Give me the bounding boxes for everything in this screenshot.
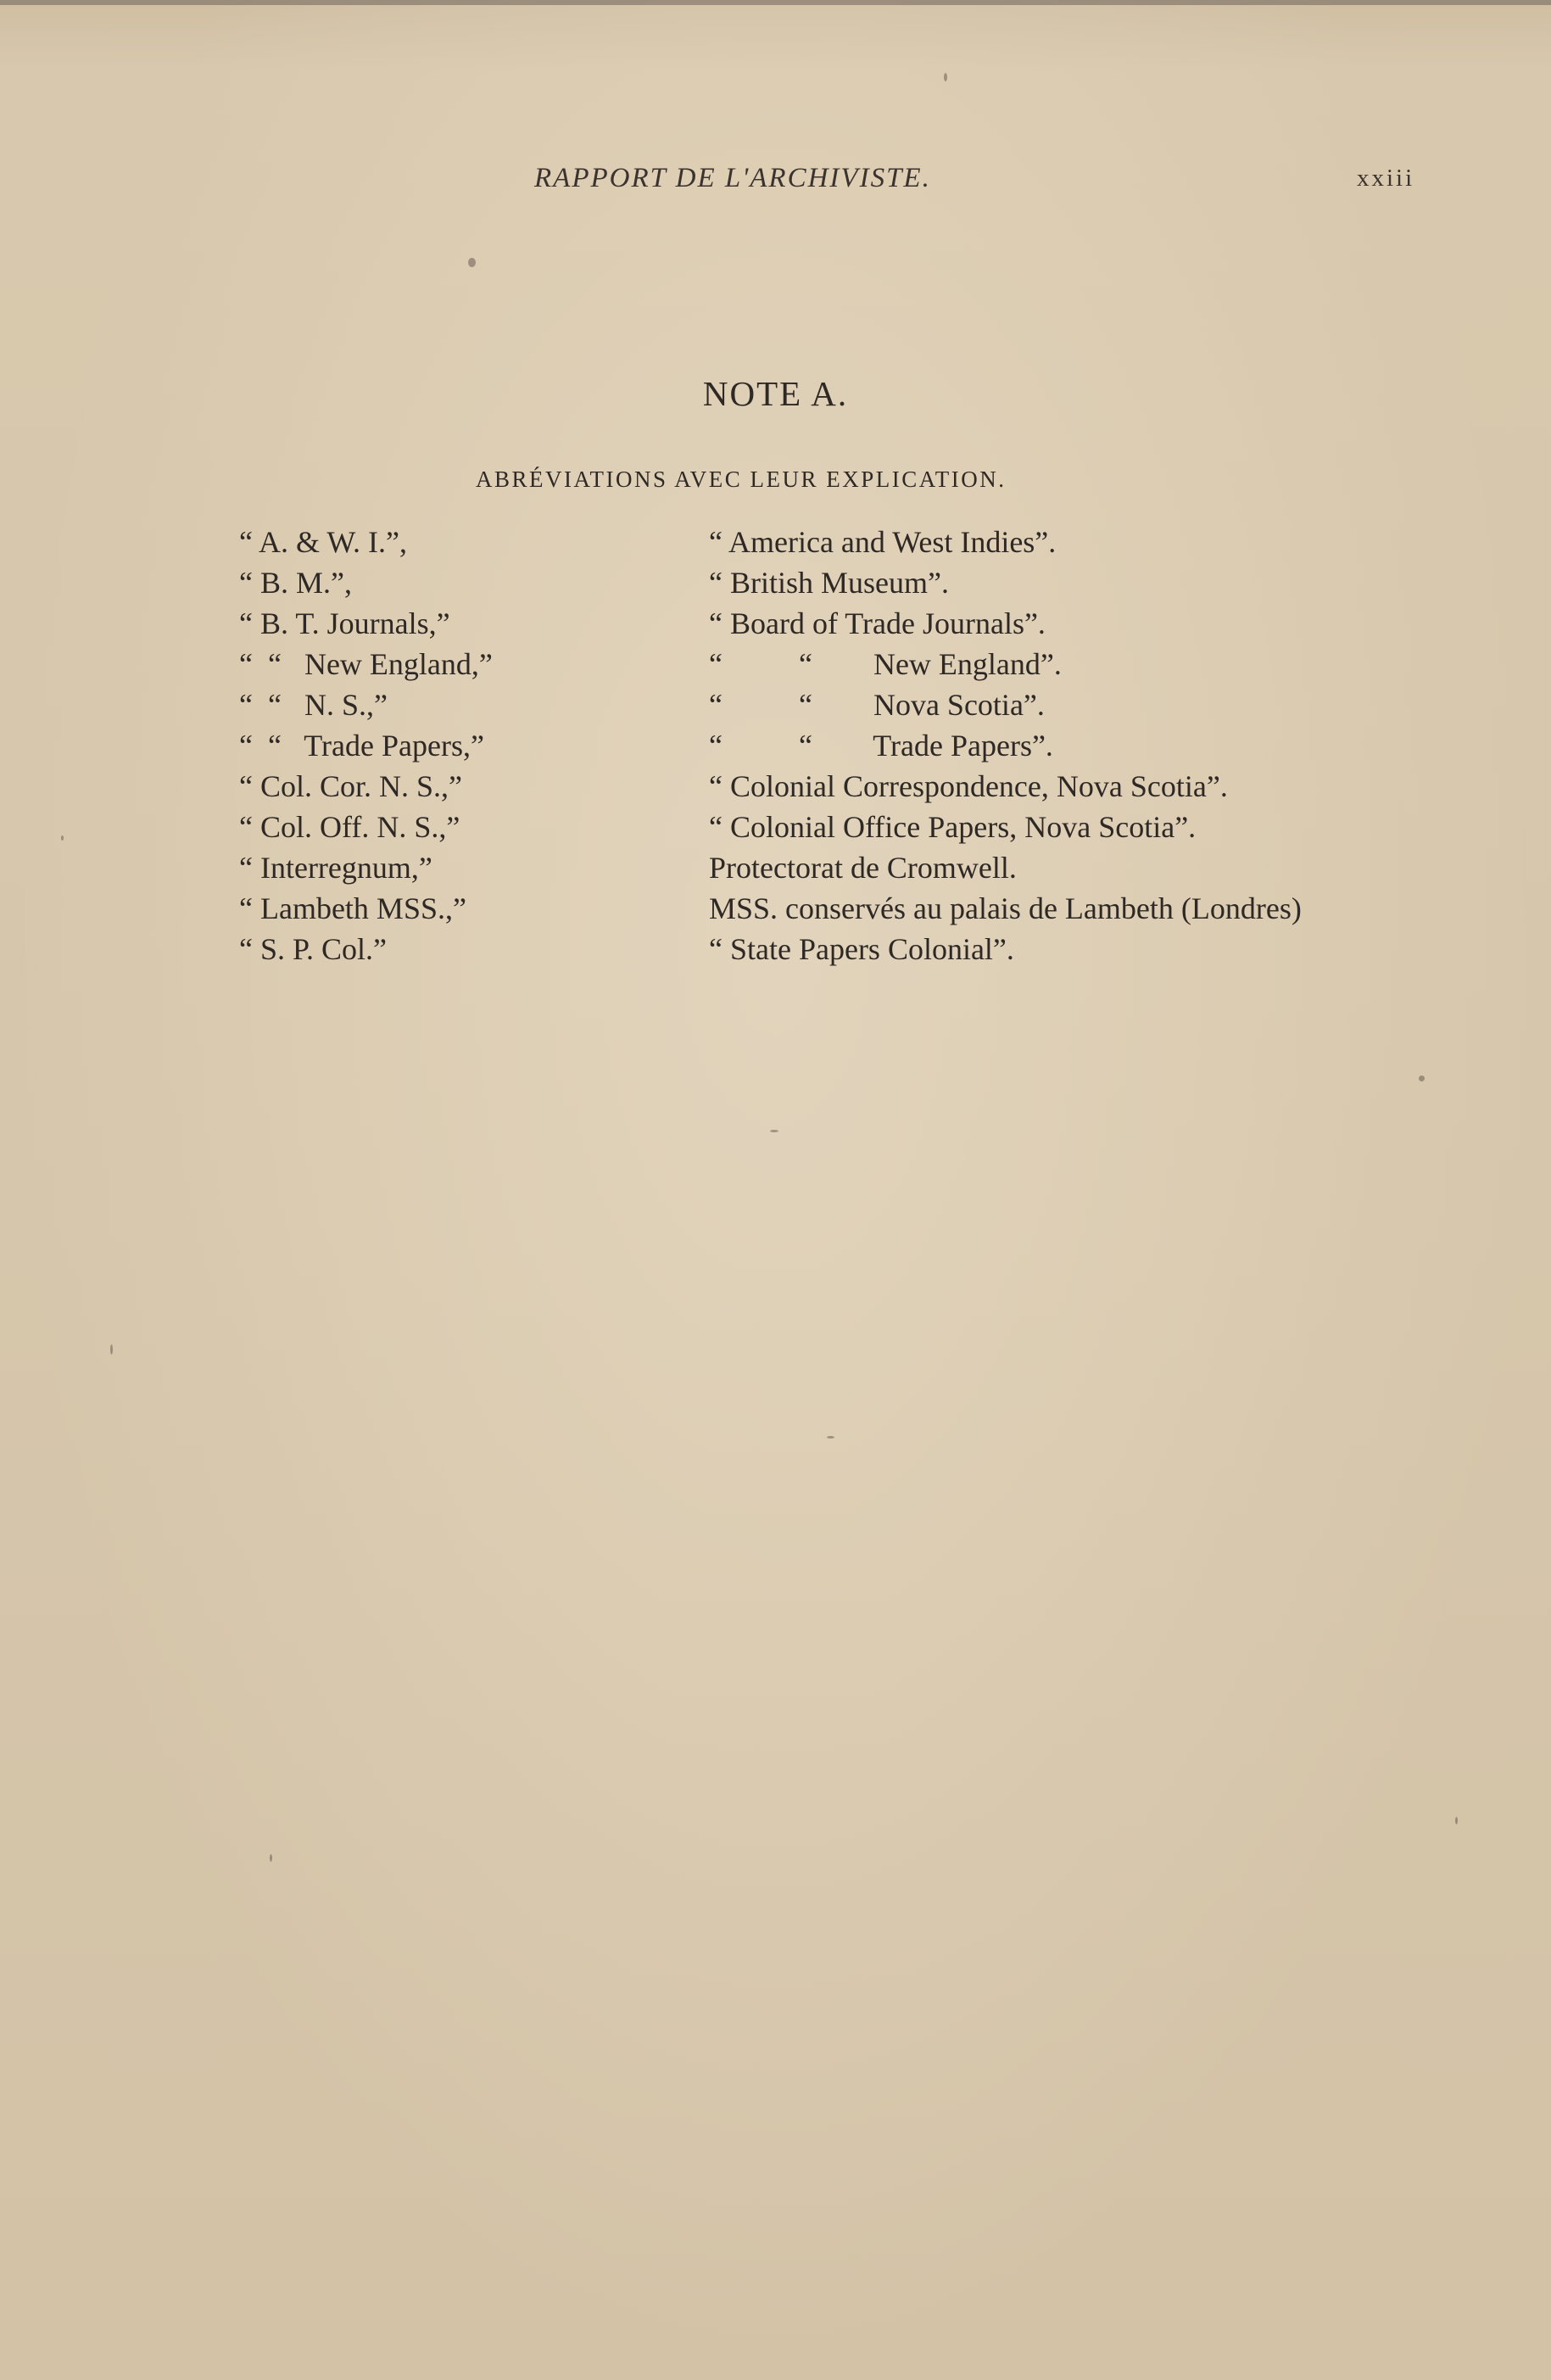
abbreviation: “ Col. Cor. N. S.,”: [239, 769, 463, 803]
abbreviation: “ Interregnum,”: [239, 851, 432, 885]
abbreviation: “ A. & W. I.”,: [239, 525, 407, 559]
list-item: [0, 687, 1551, 728]
abbreviation: “ Col. Off. N. S.,”: [239, 810, 460, 844]
explanation: “ State Papers Colonial”.: [709, 932, 1014, 966]
paper-speck: [944, 73, 947, 81]
explanation: Protectorat de Cromwell.: [709, 851, 1017, 885]
paper-speck: [1419, 1075, 1425, 1081]
explanation: “ Board of Trade Journals”.: [709, 606, 1046, 640]
list-item: [0, 850, 1551, 891]
running-header: [0, 163, 1551, 205]
list-item: [0, 524, 1551, 565]
explanation: “ America and West Indies”.: [709, 525, 1057, 559]
paper-speck: [1455, 1817, 1458, 1824]
paper-speck: [827, 1436, 834, 1439]
abbreviation: “ S. P. Col.”: [239, 932, 388, 966]
list-item: [0, 565, 1551, 606]
list-item: [0, 728, 1551, 768]
list-item: [0, 768, 1551, 809]
paper-speck: [61, 835, 64, 841]
explanation: “ Colonial Office Papers, Nova Scotia”.: [709, 810, 1197, 844]
page-top-edge: [0, 0, 1551, 5]
list-item: [0, 891, 1551, 931]
note-subtitle: ABRÉVIATIONS AVEC LEUR EXPLICATION.: [476, 467, 1007, 492]
list-item: [0, 809, 1551, 850]
page-number: xxiii: [1357, 165, 1415, 192]
explanation: “ British Museum”.: [709, 566, 949, 600]
list-item: [0, 931, 1551, 972]
abbreviation: “ “ N. S.,”: [239, 688, 388, 722]
explanation: MSS. conservés au palais de Lambeth (Londres): [709, 891, 1302, 925]
explanation: “ “ Nova Scotia”.: [709, 688, 1045, 722]
list-item: [0, 646, 1551, 687]
explanation: “ “ New England”.: [709, 647, 1062, 681]
explanation: “ Colonial Correspondence, Nova Scotia”.: [709, 769, 1228, 803]
paper-speck: [270, 1854, 272, 1862]
note-title-text: NOTE A.: [702, 374, 849, 413]
abbreviation: “ B. T. Journals,”: [239, 606, 450, 640]
paper-speck: [770, 1130, 778, 1132]
abbreviation: “ “ Trade Papers,”: [239, 729, 484, 763]
explanation: “ “ Trade Papers”.: [709, 729, 1053, 763]
note-title: [0, 373, 1551, 414]
paper-speck: [110, 1344, 113, 1355]
list-item: [0, 606, 1551, 646]
abbreviation: “ “ New England,”: [239, 647, 493, 681]
paper-speck: [468, 258, 476, 267]
running-title: RAPPORT DE L'ARCHIVISTE.: [534, 163, 931, 193]
abbreviation: “ Lambeth MSS.,”: [239, 891, 466, 925]
abbreviation: “ B. M.”,: [239, 566, 352, 600]
